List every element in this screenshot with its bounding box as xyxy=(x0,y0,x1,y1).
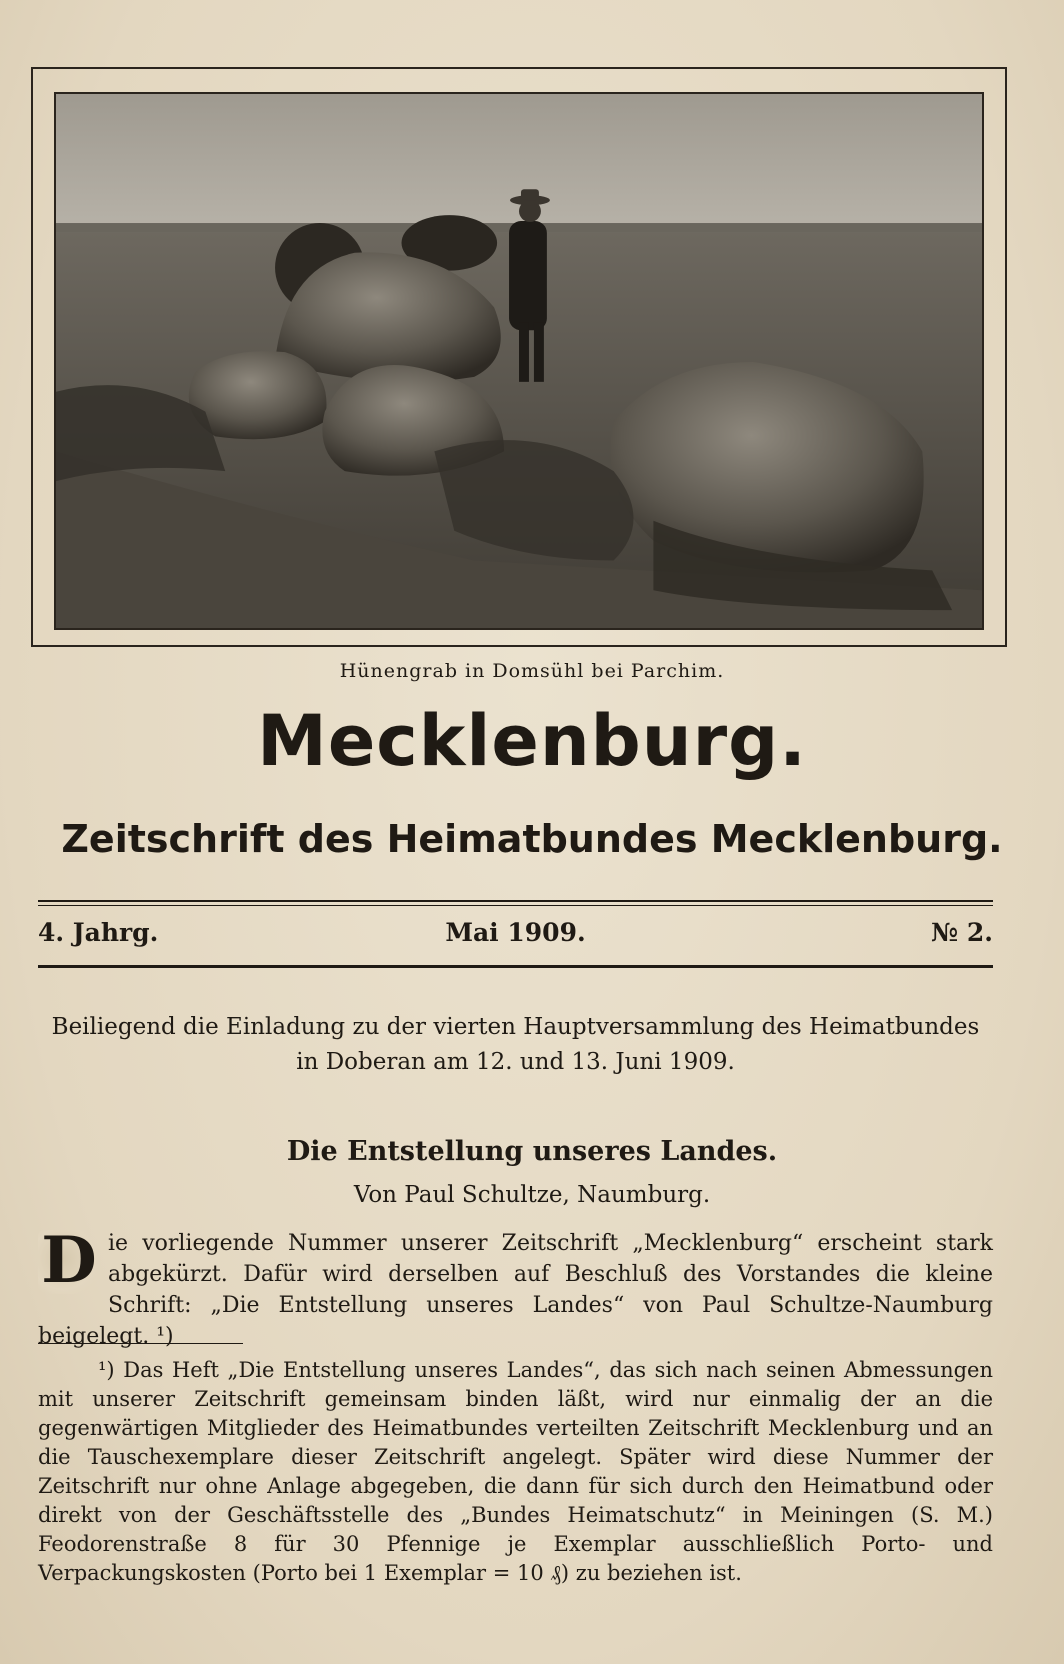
issue-date: Mai 1909. xyxy=(445,918,586,947)
dropcap-initial: D xyxy=(38,1230,100,1294)
footnote-divider xyxy=(38,1343,243,1344)
notice-text: Beiliegend die Einladung zu der vierten Hauptversammlung des Heimatbundes in Doberan am 12. und 13. Juni 1909. xyxy=(51,1014,980,1075)
footnote-text: ¹) Das Heft „Die Entstellung unseres Landes“, das sich nach seinen Abmessungen mit unserer Zeitschrift gemeinsam binden läßt, wird nur einmalig der an die gegenwärtigen Mitglieder des Heimatbundes verteilten Zeitschrift Mecklenburg und an die Tauschexemplare dieser Zeitschrift angelegt. Später wird diese Nummer der Zeitschrift nur ohne Anlage abgegeben, die dann für sich durch den Heimatbund oder direkt von der Geschäftsstelle des „Bundes Heimatschutz“ in Meiningen (S. M.) Feodorenstraße 8 für 30 Pfennige je Exemplar ausschließlich Porto- und Verpackungskosten (Porto bei 1 Exemplar = 10 ₰) zu beziehen ist. xyxy=(38,1358,993,1585)
issue-line xyxy=(38,918,993,954)
photo-caption: Hünengrab in Domsühl bei Parchim. xyxy=(339,660,725,682)
article-title: Die Entstellung unseres Landes. xyxy=(286,1136,778,1167)
article-body xyxy=(38,1223,993,1352)
issue-number: № 2. xyxy=(931,918,993,947)
article-body-text: ie vorliegende Nummer unserer Zeitschrift „Mecklenburg“ erscheint stark abgekürzt. Dafür wird derselben auf Beschluß des Vorstandes die kleine Schrift: „Die Entstellung unseres Landes“ von Paul Schultze-Naumburg beigelegt. ¹) xyxy=(38,1231,993,1349)
masthead-subtitle: Zeitschrift des Heimatbundes Mecklenburg. xyxy=(61,817,1003,861)
photo-illustration xyxy=(56,94,982,628)
article-byline: Von Paul Schultze, Naumburg. xyxy=(353,1182,711,1208)
divider-top xyxy=(38,900,993,902)
photograph-hunengrab xyxy=(54,92,984,630)
divider-bottom xyxy=(38,965,993,968)
masthead-title: Mecklenburg. xyxy=(257,700,807,782)
issue-volume: 4. Jahrg. xyxy=(38,918,159,947)
divider-top-thin xyxy=(38,905,993,906)
